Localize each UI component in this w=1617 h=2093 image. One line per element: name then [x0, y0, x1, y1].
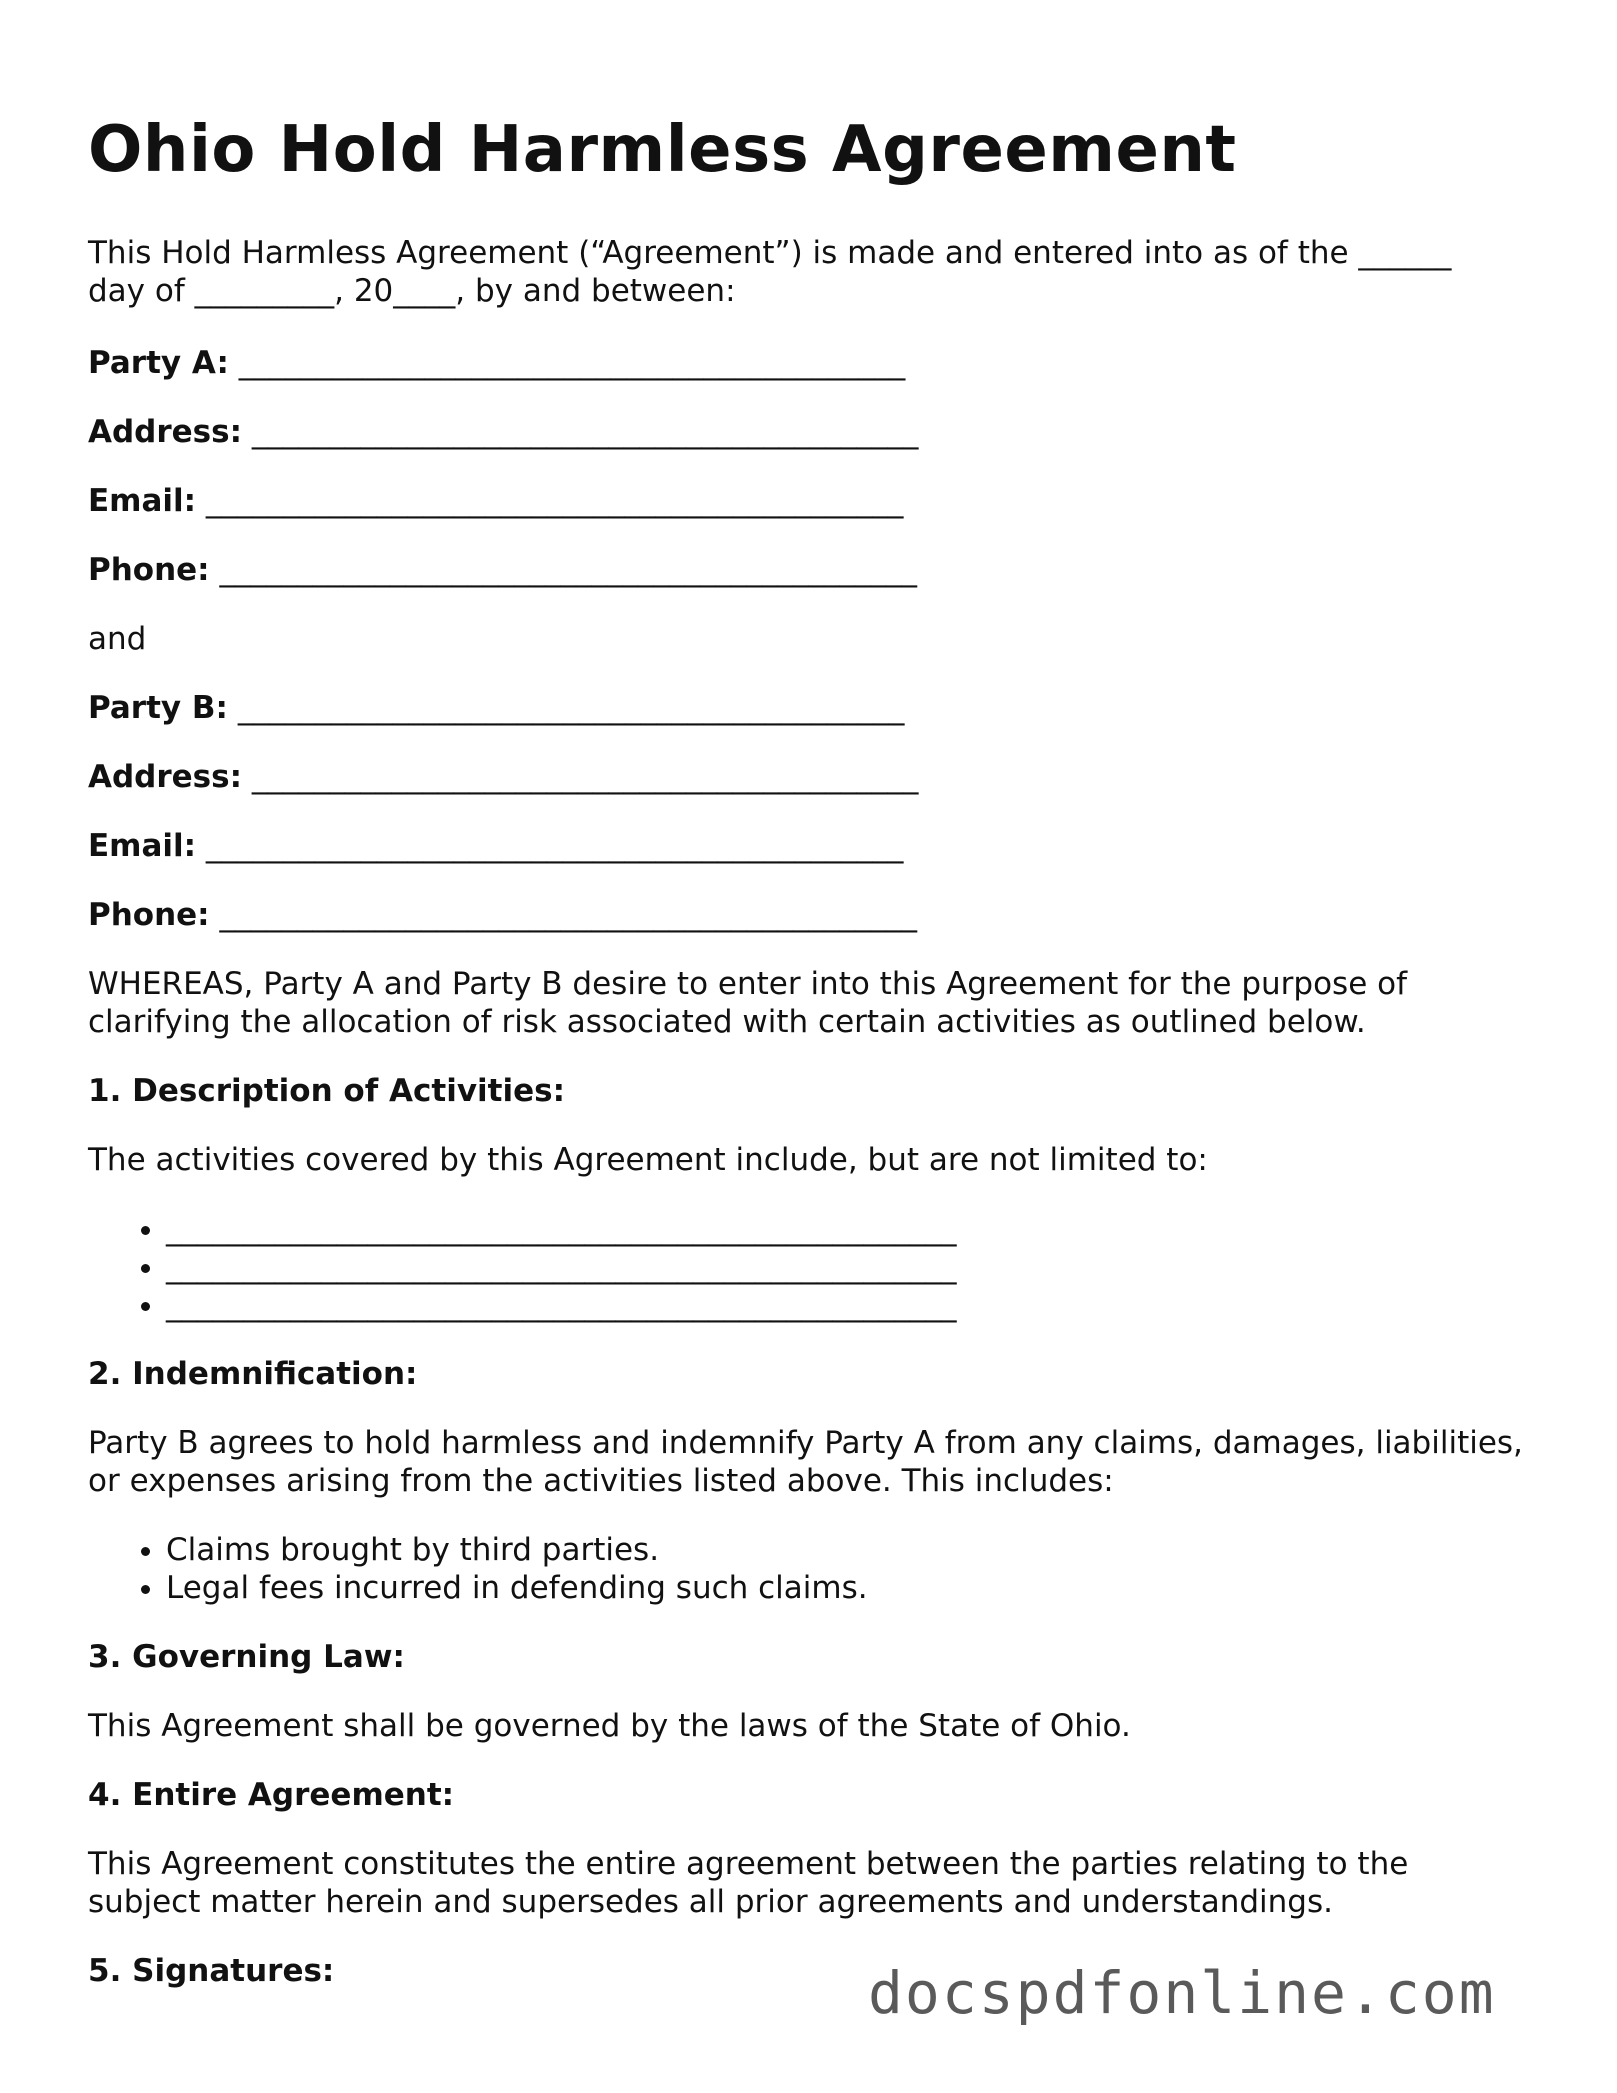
section-heading-indemnification: 2. Indemnification: — [88, 1356, 418, 1392]
party-a-name-label: Party A: — [88, 345, 229, 381]
party-b-email-field — [88, 827, 1528, 865]
party-b-email-label: Email: — [88, 828, 197, 864]
party-b-phone-label: Phone: — [88, 897, 210, 933]
activities-list — [88, 1210, 1528, 1324]
party-b-name-blank: ___________________________________________ — [237, 690, 905, 726]
section-heading-signatures: 5. Signatures: — [88, 1953, 335, 1989]
party-a-name-blank: ___________________________________________ — [238, 345, 906, 381]
section-heading-activities: 1. Description of Activities: — [88, 1073, 565, 1109]
party-a-address-blank: ___________________________________________ — [251, 414, 919, 450]
party-b-address-label: Address: — [88, 759, 242, 795]
watermark-text: docspdfonline.com — [868, 1959, 1496, 2027]
party-b-name-label: Party B: — [88, 690, 228, 726]
party-b-address-field — [88, 758, 1528, 796]
document-title: Ohio Hold Harmless Agreement — [88, 113, 1237, 187]
list-item: • ___________________________________________________ — [166, 1210, 1528, 1248]
party-b-phone-field — [88, 896, 1528, 934]
party-a-email-blank: _____________________________________________ — [205, 483, 904, 519]
party-a-address-field — [88, 413, 1528, 451]
indemnification-list — [88, 1531, 1528, 1607]
party-a-address-label: Address: — [88, 414, 242, 450]
section-text-activities: The activities covered by this Agreement include, but are not limited to: — [88, 1142, 1208, 1178]
party-a-phone-blank: _____________________________________________ — [219, 552, 917, 588]
and-text: and — [88, 621, 147, 657]
section-heading-governing-law: 3. Governing Law: — [88, 1639, 405, 1675]
section-heading-entire-agreement: 4. Entire Agreement: — [88, 1777, 455, 1813]
list-item: • Legal fees incurred in defending such claims. — [166, 1569, 1528, 1607]
party-a-phone-field — [88, 551, 1528, 589]
list-item: • Claims brought by third parties. — [166, 1531, 1528, 1569]
whereas-paragraph: WHEREAS, Party A and Party B desire to enter into this Agreement for the purpose of clarifying the allocation of risk associated with certain activities as outlined below. — [88, 966, 1407, 1040]
party-b-email-blank: _____________________________________________ — [205, 828, 904, 864]
intro-line-1: This Hold Harmless Agreement (“Agreement”) is made and entered into as of the ______ — [88, 235, 1452, 271]
party-b-phone-blank: _____________________________________________ — [219, 897, 917, 933]
party-b-address-blank: ___________________________________________ — [251, 759, 919, 795]
party-a-name-field — [88, 344, 1528, 382]
list-item: • ___________________________________________________ — [166, 1286, 1528, 1324]
intro-line-2: day of _________, 20____, by and between: — [88, 273, 736, 309]
party-a-email-label: Email: — [88, 483, 197, 519]
section-text-entire-agreement: This Agreement constitutes the entire agreement between the parties relating to the subject matter herein and supersedes all prior agreements and understandings. — [88, 1846, 1409, 1920]
intro-paragraph — [88, 234, 1498, 310]
list-item: • ___________________________________________________ — [166, 1248, 1528, 1286]
party-a-phone-label: Phone: — [88, 552, 210, 588]
party-a-email-field — [88, 482, 1528, 520]
party-b-name-field — [88, 689, 1528, 727]
document-page — [88, 108, 1528, 2021]
section-text-governing-law: This Agreement shall be governed by the laws of the State of Ohio. — [88, 1708, 1131, 1744]
section-text-indemnification: Party B agrees to hold harmless and indemnify Party A from any claims, damages, liabilities, or expenses arising from the activities listed above. This includes: — [88, 1425, 1523, 1499]
